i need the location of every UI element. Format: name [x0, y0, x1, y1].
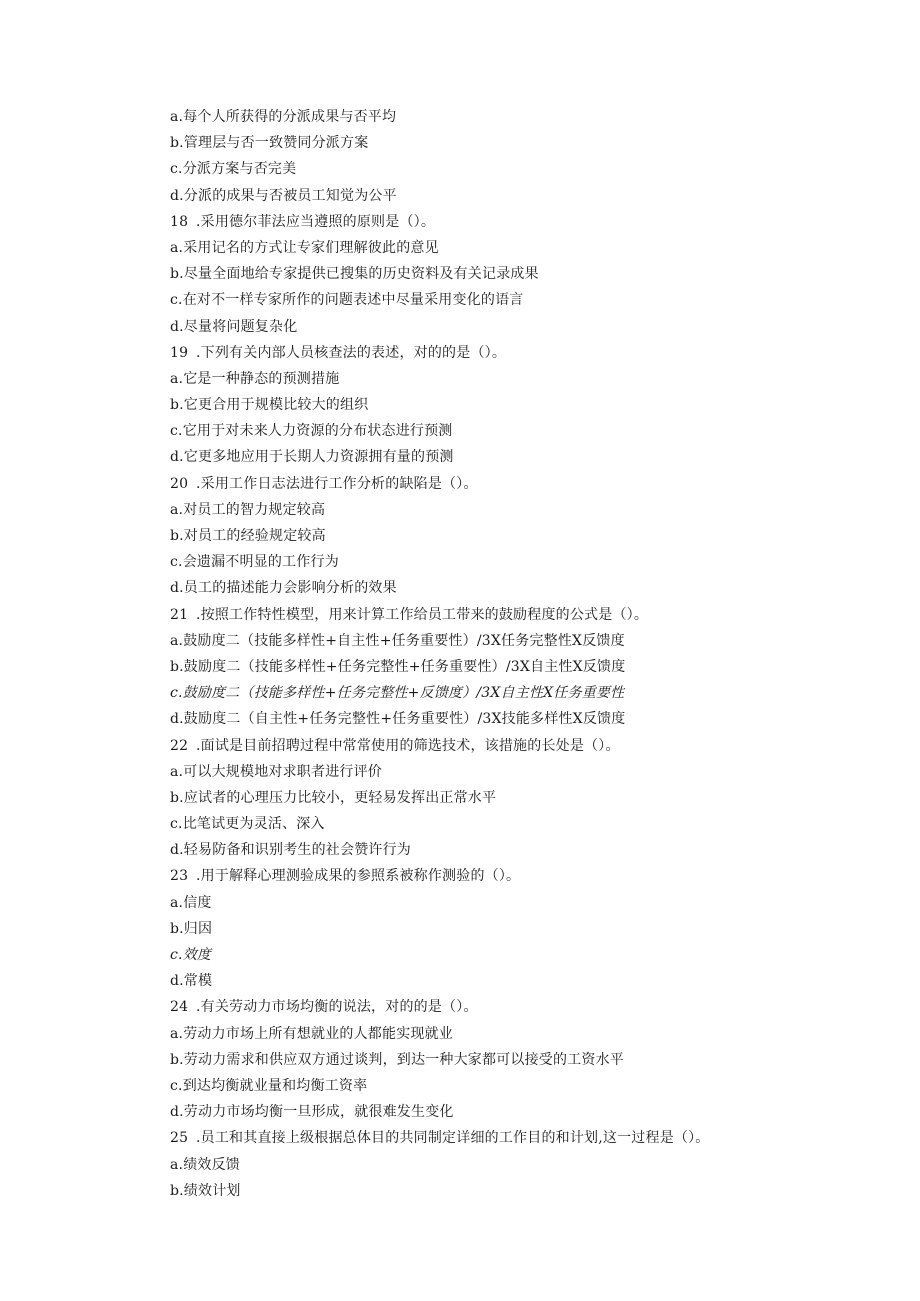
question-text: .面试是目前招聘过程中常常使用的筛选技术，该措施的长处是（）。 [196, 737, 620, 754]
document-page [170, 104, 870, 1204]
answer-option: d.轻易防备和识别考生的社会赞许行为 [170, 842, 412, 859]
answer-option: b.归因 [170, 920, 213, 937]
answer-option: b.劳动力需求和供应双方通过谈判，到达一种大家都可以接受的工资水平 [170, 1051, 625, 1068]
question-text: .用于解释心理测验成果的参照系被称作测验的（）。 [196, 868, 521, 885]
question-text: .采用工作日志法进行工作分析的缺陷是（）。 [196, 475, 478, 492]
answer-option: a.它是一种静态的预测措施 [170, 370, 340, 387]
answer-option: b.管理层与否一致赞同分派方案 [170, 135, 369, 152]
question-text: .采用德尔菲法应当遵照的原则是（）。 [196, 213, 436, 230]
answer-option: a.每个人所获得的分派成果与否平均 [170, 109, 397, 125]
answer-option: c.它用于对未来人力资源的分布状态进行预测 [170, 423, 453, 440]
answer-option: c.在对不一样专家所作的问题表述中尽量采用变化的语言 [170, 292, 524, 309]
question-stem [170, 733, 870, 759]
answer-option: c.到达均衡就业量和均衡工资率 [170, 1077, 368, 1094]
answer-option: b.尽量全面地给专家提供已搜集的历史资料及有关记录成果 [170, 266, 539, 283]
question-text: .员工和其直接上级根据总体目的共同制定详细的工作目的和计划,这一过程是（）。 [196, 1130, 710, 1147]
answer-option: d.尽量将问题复杂化 [170, 318, 298, 335]
question-stem [170, 209, 870, 235]
question-number: 23 [170, 868, 189, 885]
answer-option: a.鼓励度二（技能多样性+自主性+任务重要性）/3X任务完整性X反馈度 [170, 632, 625, 649]
answer-option: d.员工的描述能力会影响分析的效果 [170, 580, 397, 597]
answer-option: a.信度 [170, 894, 212, 911]
question-stem [170, 602, 870, 628]
question-number: 24 [170, 999, 189, 1016]
question-stem [170, 994, 870, 1020]
answer-option: c.比笔试更为灵活、深入 [170, 816, 325, 833]
question-number: 19 [170, 344, 189, 361]
question-number: 22 [170, 737, 189, 754]
answer-option: a.绩效反馈 [170, 1156, 240, 1173]
answer-option: b.它更合用于规模比较大的组织 [170, 397, 369, 414]
question-number: 20 [170, 475, 189, 492]
answer-option: d.常模 [170, 973, 213, 990]
answer-option: b.对员工的经验规定较高 [170, 528, 326, 544]
answer-option: d.劳动力市场均衡一旦形成，就很难发生变化 [170, 1104, 454, 1121]
question-number: 25 [170, 1130, 189, 1147]
question-number: 18 [170, 213, 189, 230]
question-stem [170, 471, 870, 497]
answer-option: b.绩效计划 [170, 1182, 241, 1199]
question-text: .下列有关内部人员核查法的表述，对的的是（）。 [196, 344, 507, 361]
question-text: .按照工作特性模型，用来计算工作给员工带来的鼓励程度的公式是（）。 [196, 606, 649, 623]
question-stem [170, 340, 870, 366]
answer-option: b.应试者的心理压力比较小，更轻易发挥出正常水平 [170, 789, 497, 806]
answer-option: c.会遗漏不明显的工作行为 [170, 554, 339, 571]
answer-option: a.劳动力市场上所有想就业的人都能实现就业 [170, 1025, 453, 1042]
answer-option: d.它更多地应用于长期人力资源拥有量的预测 [170, 449, 454, 466]
answer-option: b.鼓励度二（技能多样性+任务完整性+任务重要性）/3X自主性X反馈度 [170, 658, 626, 675]
question-number: 21 [170, 606, 189, 623]
answer-option: d.鼓励度二（自主性+任务完整性+任务重要性）/3X技能多样性X反馈度 [170, 711, 626, 728]
answer-option: a.采用记名的方式让专家们理解彼此的意见 [170, 239, 439, 256]
question-list [170, 104, 870, 1204]
answer-option: c.效度 [170, 947, 212, 963]
answer-option: a.可以大规模地对求职者进行评价 [170, 763, 382, 780]
question-text: .有关劳动力市场均衡的说法，对的的是（）。 [196, 999, 478, 1016]
answer-option: a.对员工的智力规定较高 [170, 501, 326, 518]
answer-option: c.鼓励度二（技能多样性+任务完整性+反馈度）/3X自主性X任务重要性 [170, 685, 625, 702]
question-stem [170, 863, 870, 889]
answer-option: d.分派的成果与否被员工知觉为公平 [170, 187, 397, 204]
question-stem [170, 1125, 870, 1151]
answer-option: c.分派方案与否完美 [170, 161, 297, 178]
